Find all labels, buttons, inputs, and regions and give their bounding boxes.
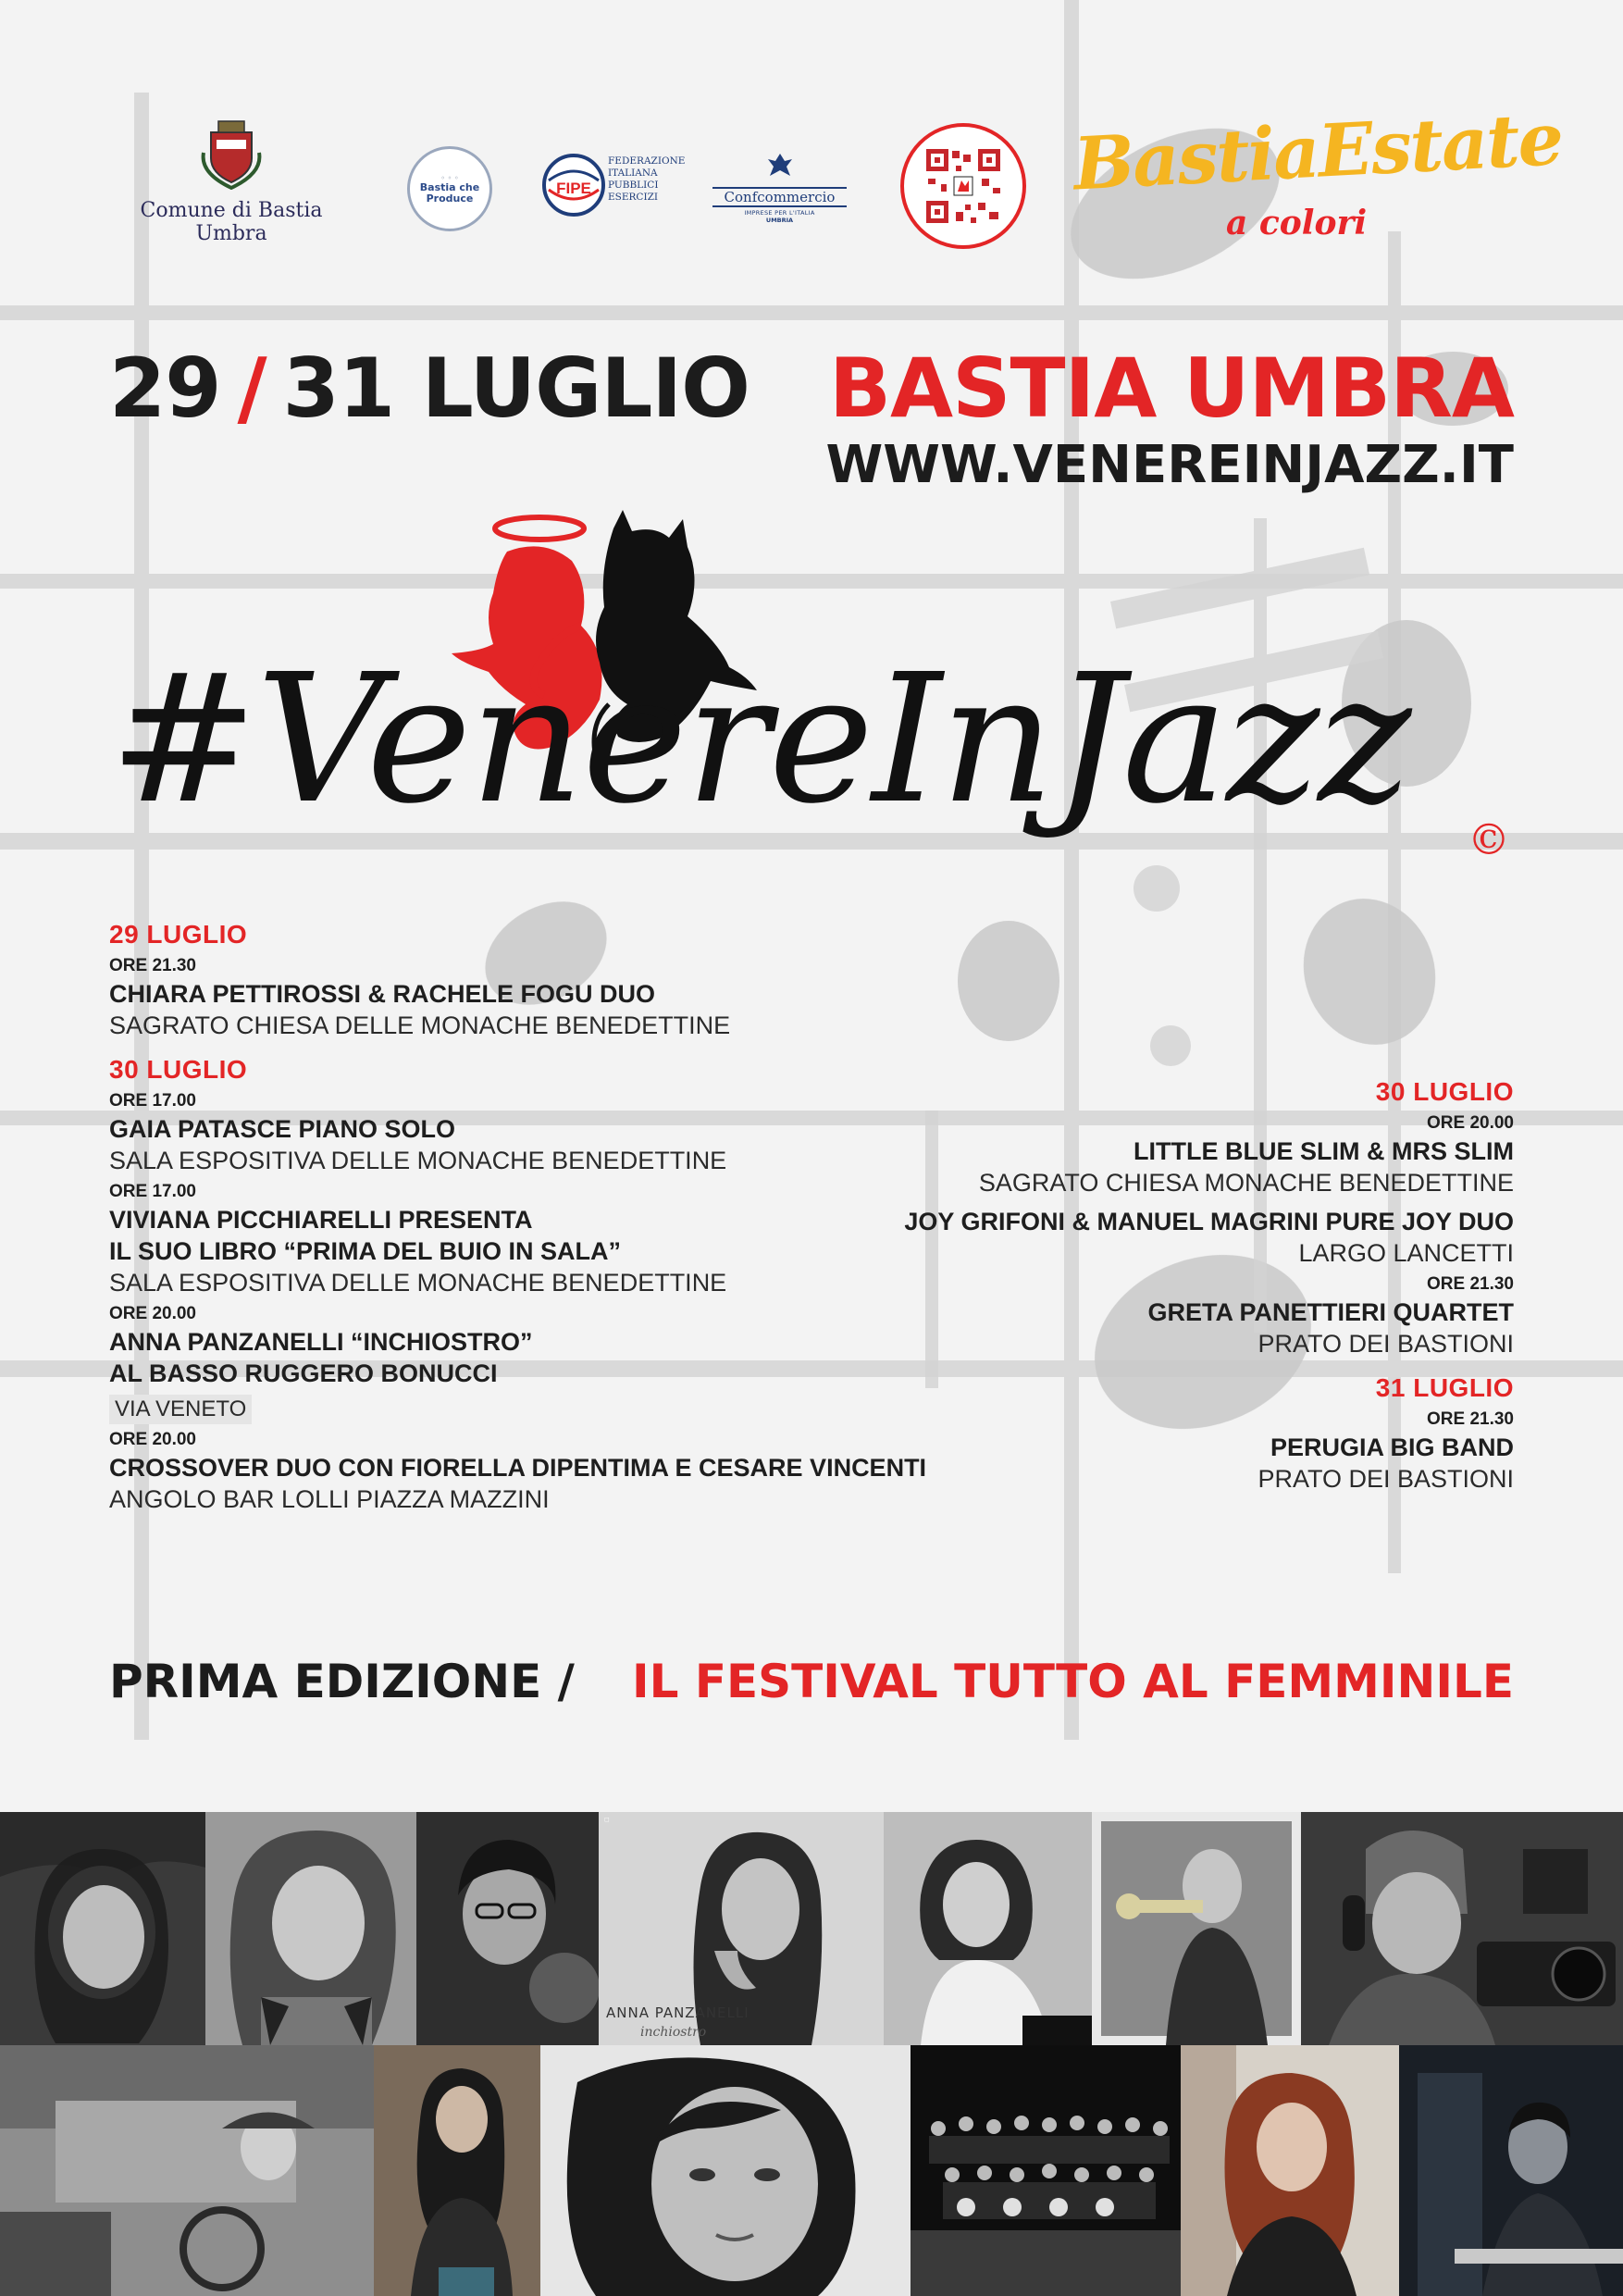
event-time: ORE 17.00 — [109, 1182, 196, 1201]
event-time: ORE 20.00 — [109, 1430, 196, 1449]
artist-photo — [205, 1812, 416, 2045]
artist-photo — [0, 1812, 205, 2045]
event-title: CHIARA PETTIROSSI & RACHELE FOGU DUO — [109, 980, 656, 1008]
confcommercio-region: UMBRIA — [765, 217, 794, 224]
event-time: ORE 17.00 — [109, 1091, 196, 1111]
bastia-che-produce-logo — [407, 146, 492, 231]
fipe-mark-text: FIPE — [556, 180, 591, 197]
fipe-globe-icon — [541, 153, 606, 217]
event-venue: ANGOLO BAR LOLLI PIAZZA MAZZINI — [109, 1485, 550, 1513]
artist-photo — [1301, 1812, 1623, 2045]
album-label-mark: ◻ — [604, 1816, 610, 1823]
event-title: IL SUO LIBRO “PRIMA DEL BUIO IN SALA” — [109, 1237, 622, 1265]
coat-of-arms-icon — [194, 116, 268, 190]
date-start: 29 — [109, 341, 221, 436]
event-title: LITTLE BLUE SLIM & MRS SLIM — [1134, 1137, 1514, 1165]
bcp-ring-label: ◦ ◦ ◦ — [440, 173, 459, 182]
confcommercio-logo — [712, 150, 847, 224]
confcommercio-sub: IMPRESE PER L'ITALIA — [744, 209, 815, 217]
day-heading: 31 LUGLIO — [1375, 1373, 1514, 1402]
program-right-column — [833, 1076, 1514, 1495]
artist-photo — [1181, 2045, 1399, 2296]
fipe-text-line: PUBBLICI — [608, 180, 659, 191]
fipe-text-line: ITALIANA — [608, 168, 658, 179]
website-link[interactable]: WWW.VENEREINJAZZ.IT — [825, 435, 1514, 495]
brand-wordmark: #VenereInJazz — [109, 637, 1410, 843]
event-title: JOY GRIFONI & MANUEL MAGRINI PURE JOY DUO — [904, 1208, 1514, 1235]
event-venue: LARGO LANCETTI — [1298, 1239, 1514, 1267]
fipe-text-line: FEDERAZIONE — [608, 155, 686, 167]
confcommercio-eagle-icon — [764, 150, 796, 181]
event-title: VIVIANA PICCHIARELLI PRESENTA — [109, 1206, 533, 1234]
album-artist-caption: ANNA PANZANELLI — [606, 2004, 750, 2021]
tagline-theme: IL FESTIVAL TUTTO AL FEMMINILE — [631, 1655, 1514, 1708]
event-venue: VIA VENETO — [109, 1395, 252, 1424]
comune-caption: Comune di Bastia Umbra — [140, 199, 323, 245]
fipe-text — [608, 155, 685, 204]
comune-logo — [102, 116, 361, 245]
event-time: ORE 21.30 — [1427, 1274, 1514, 1294]
venere-in-jazz-logo — [109, 500, 1516, 898]
artist-photo — [374, 2045, 540, 2296]
artist-photo — [1092, 1812, 1301, 2045]
event-time: ORE 20.00 — [1427, 1113, 1514, 1133]
day-heading: 30 LUGLIO — [1375, 1077, 1514, 1106]
event-venue: SAGRATO CHIESA MONACHE BENEDETTINE — [978, 1169, 1514, 1197]
event-venue: SAGRATO CHIESA DELLE MONACHE BENEDETTINE — [109, 1011, 731, 1039]
festival-tagline — [109, 1652, 1514, 1711]
event-venue: PRATO DEI BASTIONI — [1258, 1465, 1514, 1493]
album-title-caption: inchiostro — [640, 2025, 707, 2040]
bastia-estate-logo — [1071, 96, 1565, 264]
artist-photo — [1399, 2045, 1623, 2296]
date-end: 31 LUGLIO — [282, 341, 750, 436]
event-venue: SALA ESPOSITIVA DELLE MONACHE BENEDETTINE — [109, 1269, 727, 1297]
bastia-estate-title: BastiaEstate — [1071, 96, 1565, 207]
copyright-mark: © — [1468, 814, 1510, 864]
event-city: BASTIA UMBRA — [828, 341, 1514, 436]
artist-photo — [0, 2045, 374, 2296]
artist-photo — [540, 2045, 911, 2296]
event-title: ANNA PANZANELLI “INCHIOSTRO” — [109, 1328, 533, 1356]
qr-code[interactable] — [900, 123, 1026, 249]
event-venue: SALA ESPOSITIVA DELLE MONACHE BENEDETTINE — [109, 1147, 727, 1174]
fipe-logo — [541, 153, 699, 223]
event-time: ORE 21.30 — [1427, 1409, 1514, 1429]
day-heading: 29 LUGLIO — [109, 920, 248, 949]
tagline-edition: PRIMA EDIZIONE / — [109, 1655, 575, 1708]
event-title: GAIA PATASCE PIANO SOLO — [109, 1115, 456, 1143]
event-time: ORE 20.00 — [109, 1304, 196, 1323]
artist-photo — [416, 1812, 599, 2045]
album-cover-photo — [599, 1812, 884, 2045]
event-time: ORE 21.30 — [109, 956, 196, 975]
confcommercio-name: Confcommercio — [712, 187, 847, 207]
event-title: GRETA PANETTIERI QUARTET — [1147, 1298, 1514, 1326]
bcp-line2: Produce — [426, 192, 474, 205]
event-dates-headline — [109, 342, 1514, 435]
event-title: CROSSOVER DUO CON FIORELLA DIPENTIMA E CESARE VINCENTI — [109, 1454, 927, 1482]
day-heading: 30 LUGLIO — [109, 1055, 248, 1084]
event-venue: PRATO DEI BASTIONI — [1258, 1330, 1514, 1358]
event-title: PERUGIA BIG BAND — [1270, 1433, 1514, 1461]
bcp-line1: Bastia che — [419, 180, 480, 193]
date-separator: / — [237, 341, 266, 436]
artist-photo — [884, 1812, 1092, 2045]
big-band-photo — [911, 2045, 1181, 2296]
event-title: AL BASSO RUGGERO BONUCCI — [109, 1359, 498, 1387]
bastia-estate-subtitle: a colori — [1226, 204, 1368, 242]
fipe-text-line: ESERCIZI — [608, 192, 659, 203]
